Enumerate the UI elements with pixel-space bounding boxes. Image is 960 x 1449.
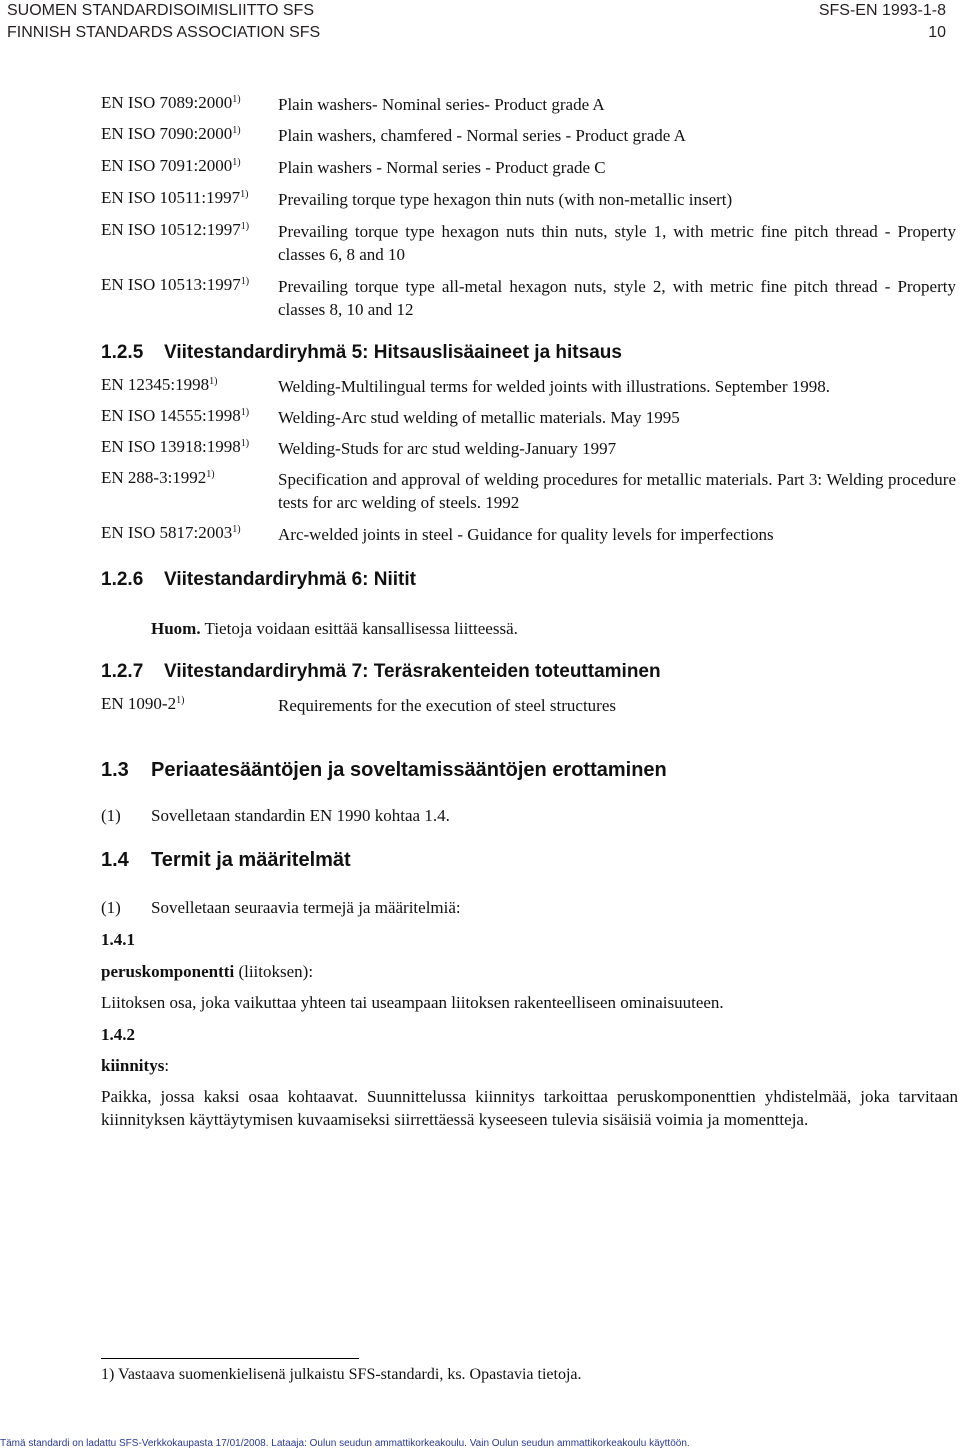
page-header — [7, 0, 946, 44]
term-name: kiinnitys — [101, 1056, 165, 1075]
download-notice: Tämä standardi on ladattu SFS-Verkkokaupasta 17/01/2008. Lataaja: Oulun seudun ammattikorkeakoulu. Vain Oulun seudun ammattikorkeakoulu käyttöön. — [0, 1438, 690, 1449]
section-number: 1.4 — [101, 849, 129, 871]
section-number: 1.2.7 — [101, 661, 144, 682]
section-title: Viitestandardiryhmä 7: Teräsrakenteiden toteuttaminen — [164, 661, 661, 682]
section-number: 1.2.5 — [101, 342, 144, 363]
reference-title: Specification and approval of welding procedures for metallic materials. Part 3: Welding procedure tests for arc welding of steels. 1992 — [278, 470, 956, 512]
section-title: Viitestandardiryhmä 6: Niitit — [164, 569, 416, 590]
document-id: SFS-EN 1993-1-8 — [818, 2, 946, 19]
clause-number: (1) — [101, 806, 121, 825]
section-title: Periaatesääntöjen ja soveltamissääntöjen erottaminen — [151, 759, 667, 781]
reference-code: EN ISO 5817:2003$^{1)}$ — [101, 523, 241, 542]
organization-name-fi: SUOMEN STANDARDISOIMISLIITTO SFS — [7, 2, 314, 19]
section-title: Viitestandardiryhmä 5: Hitsauslisäaineet ja hitsaus — [164, 342, 622, 363]
section-heading — [101, 661, 661, 683]
reference-code: EN ISO 10512:1997$^{1)}$ — [101, 220, 250, 239]
reference-code: EN 12345:1998$^{1)}$ — [101, 375, 218, 394]
note — [151, 617, 956, 640]
term-qualifier: : — [164, 1056, 170, 1075]
reference-title: Plain washers - Normal series - Product grade C — [278, 158, 606, 177]
section-heading — [101, 342, 622, 364]
term-definition: Paikka, jossa kaksi osaa kohtaavat. Suunnittelussa kiinnitys tarkoittaa peruskomponenttien yhdistelmää, joka tarvitaan kiinnityksen käyttäytymisen kuvaamiseksi siirrettäessä kyseeseen tulevia sisäisiä voimia ja momentteja. — [101, 1087, 958, 1129]
footnote-divider — [101, 1358, 359, 1359]
reference-title: Welding-Arc stud welding of metallic materials. May 1995 — [278, 408, 680, 427]
reference-code: EN ISO 10511:1997$^{1)}$ — [101, 188, 249, 207]
term-number: 1.4.2 — [101, 1025, 135, 1044]
note-label: Huom. — [151, 619, 201, 638]
reference-title: Prevailing torque type hexagon nuts thin nuts, style 1, with metric fine pitch thread - Property classes 6, 8 and 10 — [278, 222, 956, 264]
section-number: 1.2.6 — [101, 569, 144, 590]
term-heading — [101, 960, 956, 983]
page-number: 10 — [928, 24, 946, 41]
reference-title: Plain washers- Nominal series- Product grade A — [278, 95, 605, 114]
section-number: 1.3 — [101, 759, 129, 781]
organization-name-en: FINNISH STANDARDS ASSOCIATION SFS — [7, 24, 321, 41]
reference-title: Arc-welded joints in steel - Guidance for quality levels for imperfections — [278, 525, 774, 544]
term-heading — [101, 1054, 956, 1077]
term-definition: Liitoksen osa, joka vaikuttaa yhteen tai useampaan liitoksen rakenteelliseen ominaisuuteen. — [101, 993, 724, 1012]
reference-title: Plain washers, chamfered - Normal series - Product grade A — [278, 126, 686, 145]
clause-text: Sovelletaan standardin EN 1990 kohtaa 1.4. — [151, 806, 450, 825]
reference-code: EN ISO 7089:2000$^{1)}$ — [101, 93, 241, 112]
reference-code: EN ISO 7091:2000$^{1)}$ — [101, 156, 241, 175]
term-qualifier: (liitoksen): — [234, 962, 314, 981]
clause-text: Sovelletaan seuraavia termejä ja määritelmiä: — [151, 898, 461, 917]
reference-code: EN 288-3:1992$^{1)}$ — [101, 468, 215, 487]
reference-code: EN 1090-2$^{1)}$ — [101, 694, 185, 713]
reference-title: Welding-Multilingual terms for welded joints with illustrations. September 1998. — [278, 377, 831, 396]
reference-code: EN ISO 14555:1998$^{1)}$ — [101, 406, 250, 425]
reference-code: EN ISO 7090:2000$^{1)}$ — [101, 124, 241, 143]
footnote: 1) Vastaava suomenkielisenä julkaistu SFS-standardi, ks. Opastavia tietoja. — [101, 1366, 582, 1383]
reference-code: EN ISO 10513:1997$^{1)}$ — [101, 275, 250, 294]
reference-title: Requirements for the execution of steel structures — [278, 696, 616, 715]
clause-number: (1) — [101, 898, 121, 917]
term-number: 1.4.1 — [101, 930, 135, 949]
reference-title: Welding-Studs for arc stud welding-January 1997 — [278, 439, 617, 458]
section-title: Termit ja määritelmät — [151, 849, 351, 871]
reference-title: Prevailing torque type hexagon thin nuts (with non-metallic insert) — [278, 190, 733, 209]
section-heading — [101, 569, 416, 591]
reference-title: Prevailing torque type all-metal hexagon nuts, style 2, with metric fine pitch thread - Property classes 8, 10 and 12 — [278, 277, 956, 319]
reference-code: EN ISO 13918:1998$^{1)}$ — [101, 437, 250, 456]
note-text: Tietoja voidaan esittää kansallisessa liitteessä. — [200, 619, 518, 638]
term-name: peruskomponentti — [101, 962, 235, 981]
